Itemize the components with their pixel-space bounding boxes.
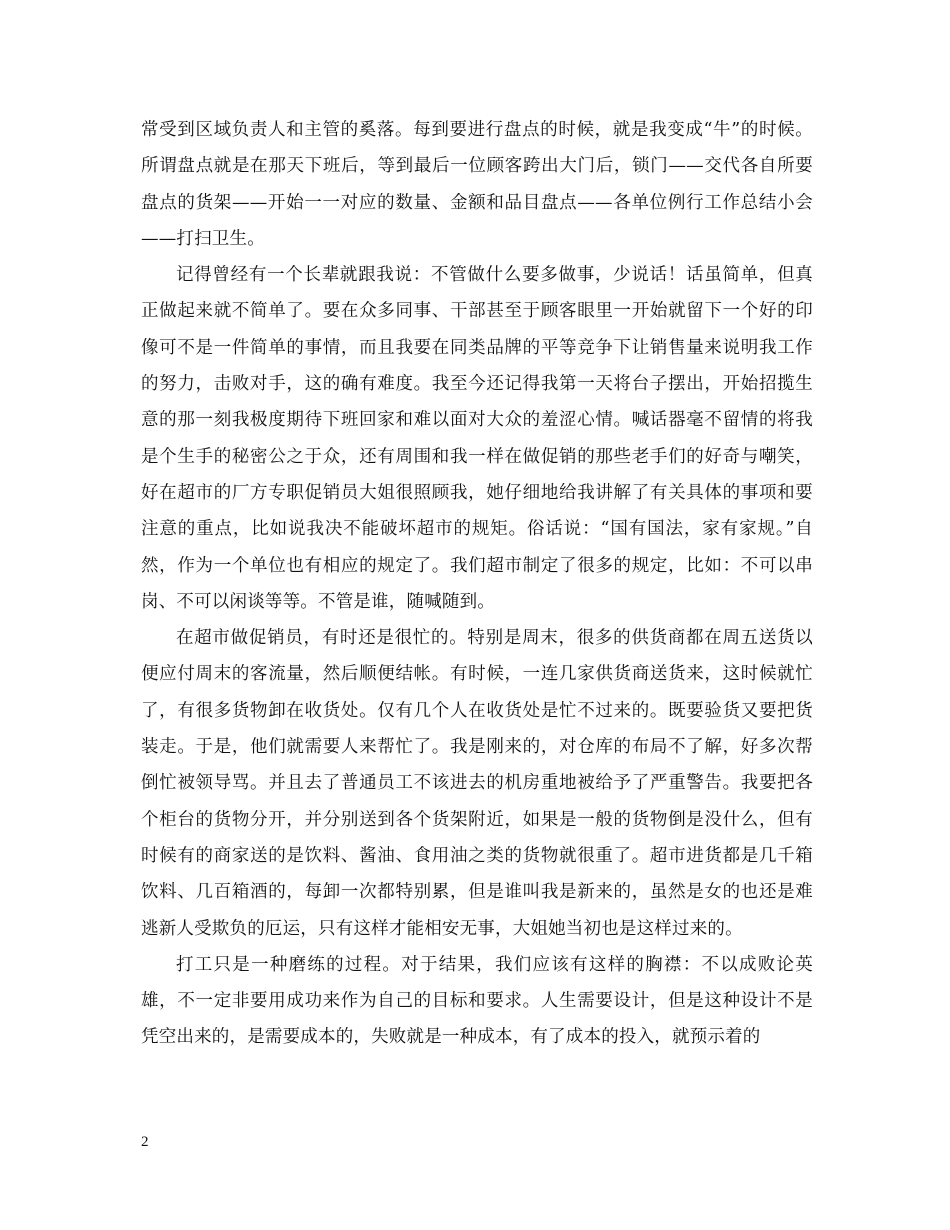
page-number: 2 [141,1134,149,1150]
body-text [141,112,813,1056]
paragraph: 在超市做促销员，有时还是很忙的。特别是周末，很多的供货商都在周五送货以便应付周末的客流量，然后顺便结帐。有时候，一连几家供货商送货来，这时候就忙了，有很多货物卸在收货处。仅有几个人在收货处是忙不过来的。既要验货又要把货装走。于是，他们就需要人来帮忙了。我是刚来的，对仓库的布局不了解，好多次帮倒忙被领导骂。并且去了普通员工不该进去的机房重地被给予了严重警告。我要把各个柜台的货物分开，并分别送到各个货架附近，如果是一般的货物倒是没什么，但有时候有的商家送的是饮料、酱油、食用油之类的货物就很重了。超市进货都是几千箱饮料、几百箱酒的，每卸一次都特别累，但是谁叫我是新来的，虽然是女的也还是难逃新人受欺负的厄运，只有这样才能相安无事，大姐她当初也是这样过来的。 [141,628,813,939]
paragraph: 记得曾经有一个长辈就跟我说：不管做什么要多做事，少说话！话虽简单，但真正做起来就不简单了。要在众多同事、干部甚至于顾客眼里一开始就留下一个好的印像可不是一件简单的事情，而且我要在同类品牌的平等竞争下让销售量来说明我工作的努力，击败对手，这的确有难度。我至今还记得我第一天将台子摆出，开始招揽生意的那一刻我极度期待下班回家和难以面对大众的羞涩心情。喊话器毫不留情的将我是个生手的秘密公之于众，还有周围和我一样在做促销的那些老手们的好奇与嘲笑，好在超市的厂方专职促销员大姐很照顾我，她仔细地给我讲解了有关具体的事项和要注意的重点，比如说我决不能破坏超市的规矩。俗话说：“国有国法，家有家规。”自然，作为一个单位也有相应的规定了。我们超市制定了很多的规定，比如：不可以串岗、不可以闲谈等等。不管是谁，随喊随到。 [141,265,813,612]
paragraph-continued: 常受到区域负责人和主管的奚落。每到要进行盘点的时候，就是我变成“牛”的时候。所谓盘点就是在那天下班后，等到最后一位顾客跨出大门后，锁门——交代各自所要盘点的货架——开始一一对应的数量、金额和品目盘点——各单位例行工作总结小会——打扫卫生。 [141,120,813,249]
paragraph: 打工只是一种磨练的过程。对于结果，我们应该有这样的胸襟：不以成败论英雄，不一定非要用成功来作为自己的目标和要求。人生需要设计，但是这种设计不是凭空出来的，是需要成本的，失败就是一种成本，有了成本的投入，就预示着的 [141,954,813,1048]
